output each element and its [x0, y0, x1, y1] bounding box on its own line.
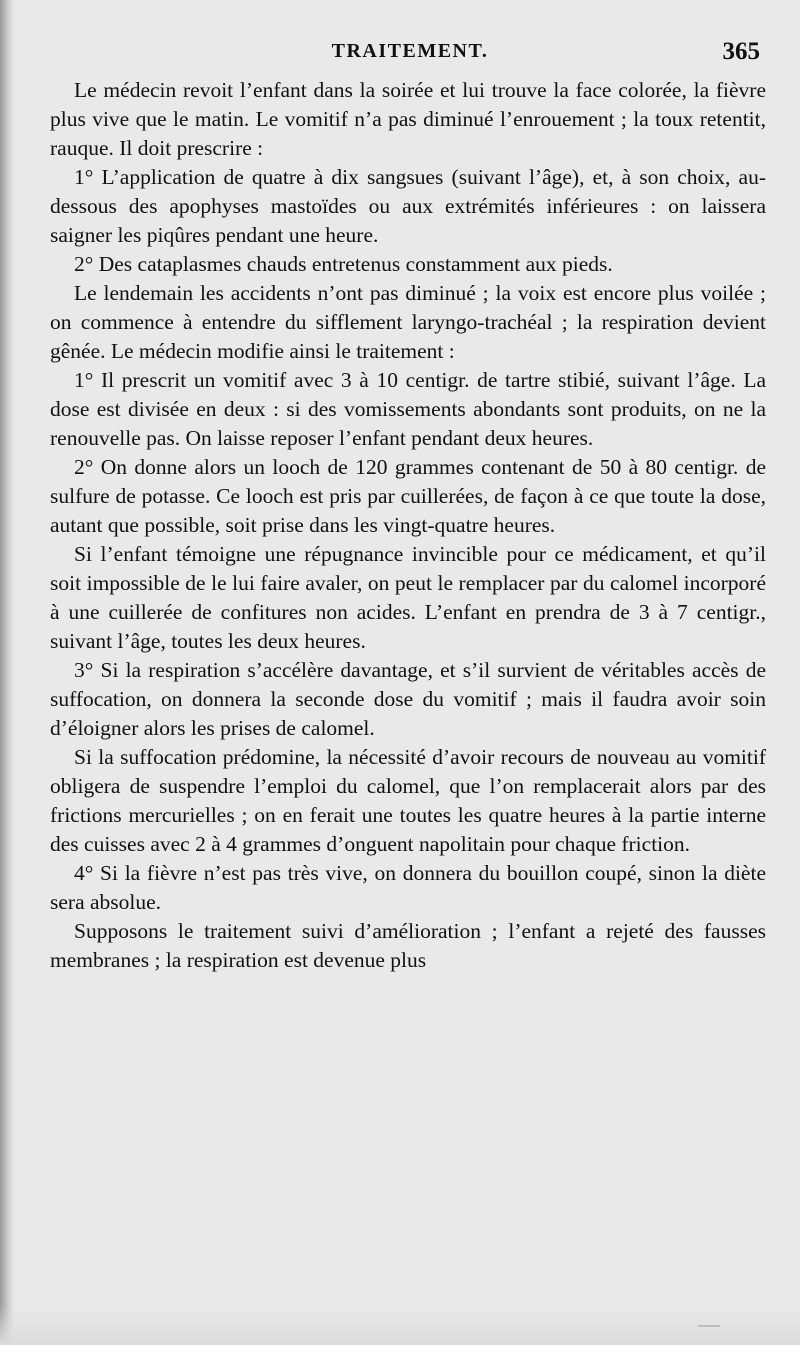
paragraph: 2° On donne alors un looch de 120 grammes contenant de 50 à 80 centigr. de sulfure de potasse. Ce looch est pris par cuillerées, de façon à ce que toute la dose, autant que possible, soit prise dans les vingt-quatre heures.	[50, 455, 766, 537]
paragraph: Si l’enfant témoigne une répugnance invincible pour ce médicament, et qu’il soit impossible de le lui faire avaler, on peut le remplacer par du calomel incorporé à une cuillerée de confitures non acides. L’enfant en prendra de 3 à 7 centigr., suivant l’âge, toutes les deux heures.	[50, 542, 766, 653]
paragraph: 3° Si la respiration s’accélère davantage, et s’il survient de véritables accès de suffocation, on donnera la seconde dose du vomitif ; mais il faudra avoir soin d’éloigner alors les prises de calomel.	[50, 658, 766, 740]
running-title: TRAITEMENT.	[331, 40, 489, 62]
paragraph: Le médecin revoit l’enfant dans la soirée et lui trouve la face colorée, la fièvre plus vive que le matin. Le vomitif n’a pas diminué l’enrouement ; la toux retentit, rauque. Il doit prescrire :	[50, 78, 766, 160]
paragraph: Si la suffocation prédomine, la nécessité d’avoir recours de nouveau au vomitif obligera de suspendre l’emploi du calomel, que l’on remplacerait alors par des frictions mercurielles ; on en ferait une toutes les quatre heures à la partie interne des cuisses avec 2 à 4 grammes d’onguent napolitain pour chaque friction.	[50, 745, 766, 856]
body-text	[50, 76, 766, 975]
page-header	[50, 38, 770, 74]
page-number: 365	[722, 38, 760, 65]
paragraph: Supposons le traitement suivi d’amélioration ; l’enfant a rejeté des fausses membranes ; la respiration est devenue plus	[50, 919, 766, 972]
paragraph: 1° L’application de quatre à dix sangsues (suivant l’âge), et, à son choix, au-dessous des apophyses mastoïdes ou aux extrémités inférieures : on laissera saigner les piqûres pendant une heure.	[50, 165, 766, 247]
paragraph: Le lendemain les accidents n’ont pas diminué ; la voix est encore plus voilée ; on commence à entendre du sifflement laryngo-trachéal ; la respiration devient gênée. Le médecin modifie ainsi le traitement :	[50, 281, 766, 363]
paragraph: 4° Si la fièvre n’est pas très vive, on donnera du bouillon coupé, sinon la diète sera absolue.	[50, 861, 766, 914]
page-gutter-shadow	[0, 0, 14, 1345]
paragraph: 1° Il prescrit un vomitif avec 3 à 10 centigr. de tartre stibié, suivant l’âge. La dose est divisée en deux : si des vomissements abondants sont produits, on ne la renouvelle pas. On laisse reposer l’enfant pendant deux heures.	[50, 368, 766, 450]
page-bottom-shade	[0, 1305, 800, 1345]
paragraph: 2° Des cataplasmes chauds entretenus constamment aux pieds.	[74, 252, 613, 276]
